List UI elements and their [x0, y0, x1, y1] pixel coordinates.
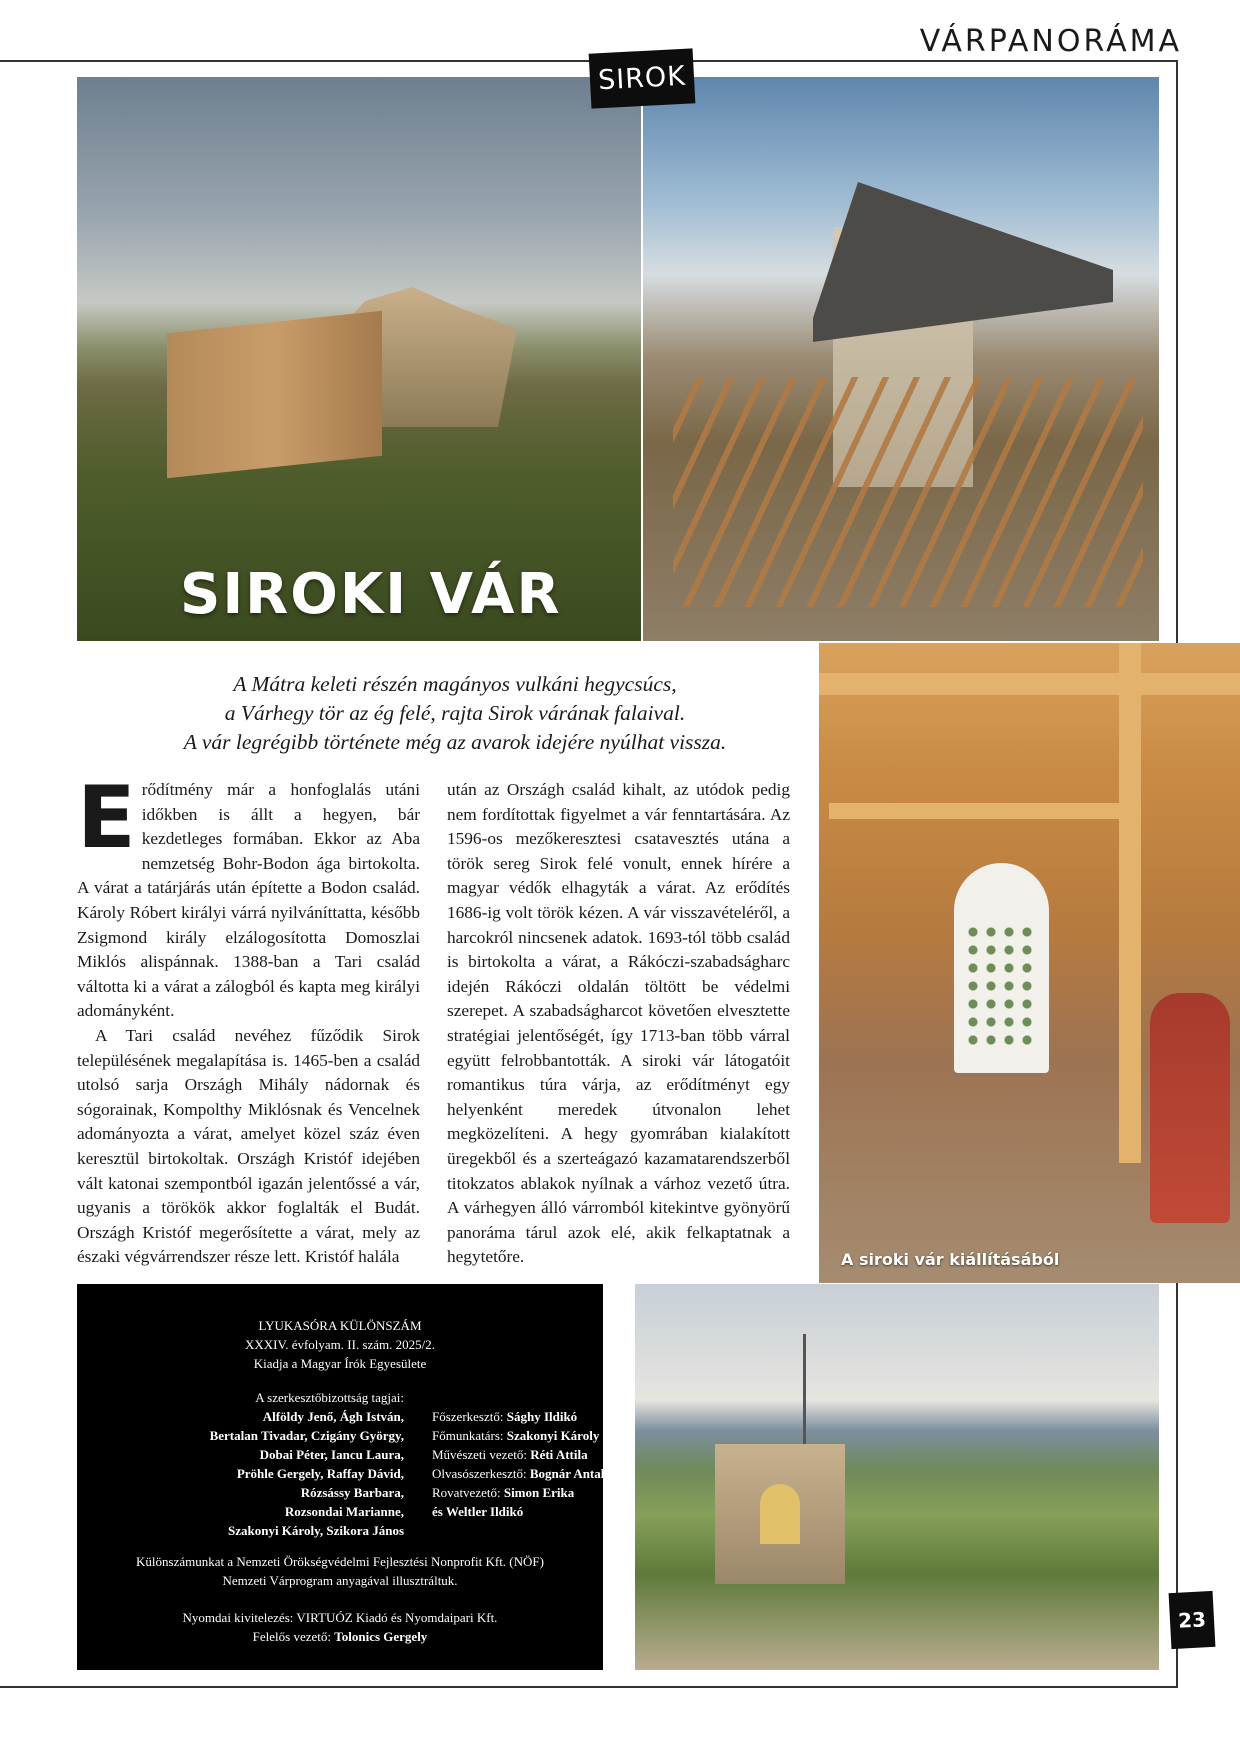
board-line: Bertalan Tivadar, Czigány György, [209, 1428, 404, 1443]
lead-line: A Mátra keleti részén magányos vulkáni hegycsúcs, [233, 672, 677, 696]
illustration-credit [77, 1552, 603, 1590]
gate-door [760, 1484, 800, 1544]
castle-photo [77, 77, 641, 641]
castle-wall [167, 311, 382, 479]
imprint-header [77, 1316, 603, 1373]
frame-bottom-rule [0, 1686, 1178, 1688]
article-column-1 [77, 768, 420, 1270]
photo-caption: A siroki vár kiállításából [841, 1250, 1060, 1269]
beam [1119, 643, 1141, 1163]
board-line: Rozsondai Marianne, [284, 1504, 404, 1519]
paragraph: A Tari család nevéhez fűződik Sirok településének megalapítása is. 1465-ben a család utolsó sarja Országh Mihály nádornak és sógorainak, Kompolthy Miklósnak és Vencelnek adományozta a várat, amelyet közel száz éven keresztül birtokoltak. Országh Kristóf idejében vált katonai szempontból igazán jelentőssé a vár, ugyanis a törökök akkor foglalták el Budát. Országh Kristóf megerősítette a várat, mely az északi végvárrendszer része lett. Kristóf halála [77, 1025, 420, 1267]
credit-line: Nemzeti Várprogram anyagával illusztráltuk. [222, 1573, 458, 1588]
imprint-line: LYUKASÓRA KÜLÖNSZÁM [258, 1318, 422, 1333]
board-label: A szerkesztőbizottság tagjai: [255, 1390, 404, 1405]
paragraph [77, 768, 420, 1024]
paragraph-text: rődítmény már a honfoglalás utáni időkben is állt a hegyen, bár kezdetleges formában. Ekkor az Aba nemzetség Bohr-Bodon ága birtokolta. A várat a tatárjárás után építette a Bodon család. Károly Róbert királyi várrá nyilváníttatta, később Zsigmond király elzálogosította Domoszlai Miklós alispánnak. 1388-ban a Tari család váltotta ki a várat a zálogból és kapta meg királyi adományként. [77, 780, 420, 1021]
staff-list [432, 1407, 605, 1521]
paragraph: után az Országh család kihalt, az utódok pedig nem fordítottak figyelmet a vár fenntartására. Az 1596-os mezőkeresztesi csatavesztés utána a török sereg Sirok felé vonult, ennek hírére a magyar védők elhagyták a várat. Az erődítés 1686-ig volt török kézen. A vár visszavételéről, a harcokról nincsenek adatok. 1693-tól több család is birtokolta a várat, a Rákóczi-szabadságharc idején Rákóczi oldalán töltött be védelmi szerepet. A szabadságharcot követően elvesztette stratégiai jelentőségét, így 1713-ban több várral együtt felrobbantották. A siroki vár látogatóit romantikus túra várja, az erődítményt egy helyenként meredek útvonalon lehet megközelíteni. A hegy gyomrában kialakított üregekből és a szerteágazó kazamatarendszerből titokzatos ablakok nyílnak a várhoz vezető útra. A várhegyen álló várromból kitekintve gyönyörű panoráma tárul azok elé, akik felkaptatnak a hegytetőre. [447, 780, 790, 1267]
flag-pole [803, 1334, 806, 1454]
imprint-box [77, 1284, 603, 1670]
staff-line: Főszerkesztő: Sághy Ildikó [432, 1409, 578, 1424]
location-tag: SIROK [589, 48, 696, 108]
printer-credit [77, 1608, 603, 1646]
board-line: Pröhle Gergely, Raffay Dávid, [236, 1466, 404, 1481]
printer-line: Nyomdai kivitelezés: VIRTUÓZ Kiadó és Nyomdaipari Kft. [182, 1610, 498, 1625]
board-line: Rózsássy Barbara, [300, 1485, 404, 1500]
walkway-photo [643, 77, 1159, 641]
board-line: Szakonyi Károly, Szikora János [227, 1523, 404, 1538]
drop-cap: E [77, 768, 136, 868]
board-line: Alföldy Jenő, Ágh István, [262, 1409, 404, 1424]
tile-stove [954, 863, 1049, 1073]
beam [819, 673, 1240, 695]
staff-line: Főmunkatárs: Szakonyi Károly [432, 1428, 600, 1443]
staff-line: Olvasószerkesztő: Bognár Antal [432, 1466, 605, 1481]
wooden-railing [673, 377, 1143, 607]
exhibition-photo [819, 643, 1240, 1283]
panorama-photo [635, 1284, 1159, 1670]
imprint-line: Kiadja a Magyar Írók Egyesülete [253, 1356, 427, 1371]
editorial-board [97, 1388, 404, 1540]
lead-line: a Várhegy tör az ég felé, rajta Sirok várának falaival. [224, 701, 686, 725]
costumed-figure [1150, 993, 1230, 1223]
roof [813, 182, 1113, 342]
lead-line: A vár legrégibb története még az avarok idejére nyúlhat vissza. [183, 730, 727, 754]
section-header: VÁRPANORÁMA [919, 24, 1182, 59]
credit-line: Különszámunkat a Nemzeti Örökségvédelmi Fejlesztési Nonprofit Kft. (NÖF) [136, 1554, 544, 1569]
article-title: SIROKI VÁR [180, 562, 562, 627]
page-number: 23 [1169, 1591, 1216, 1649]
staff-line: Rovatvezető: Simon Erika [432, 1485, 575, 1500]
lead-paragraph [130, 670, 780, 757]
beam [829, 803, 1129, 819]
staff-line: Művészeti vezető: Réti Attila [432, 1447, 588, 1462]
staff-line: és Weltler Ildikó [432, 1504, 524, 1519]
board-line: Dobai Péter, Iancu Laura, [259, 1447, 404, 1462]
imprint-line: XXXIV. évfolyam. II. szám. 2025/2. [244, 1337, 436, 1352]
article-column-2 [447, 778, 790, 1270]
manager-line: Felelős vezető: Tolonics Gergely [252, 1629, 428, 1644]
